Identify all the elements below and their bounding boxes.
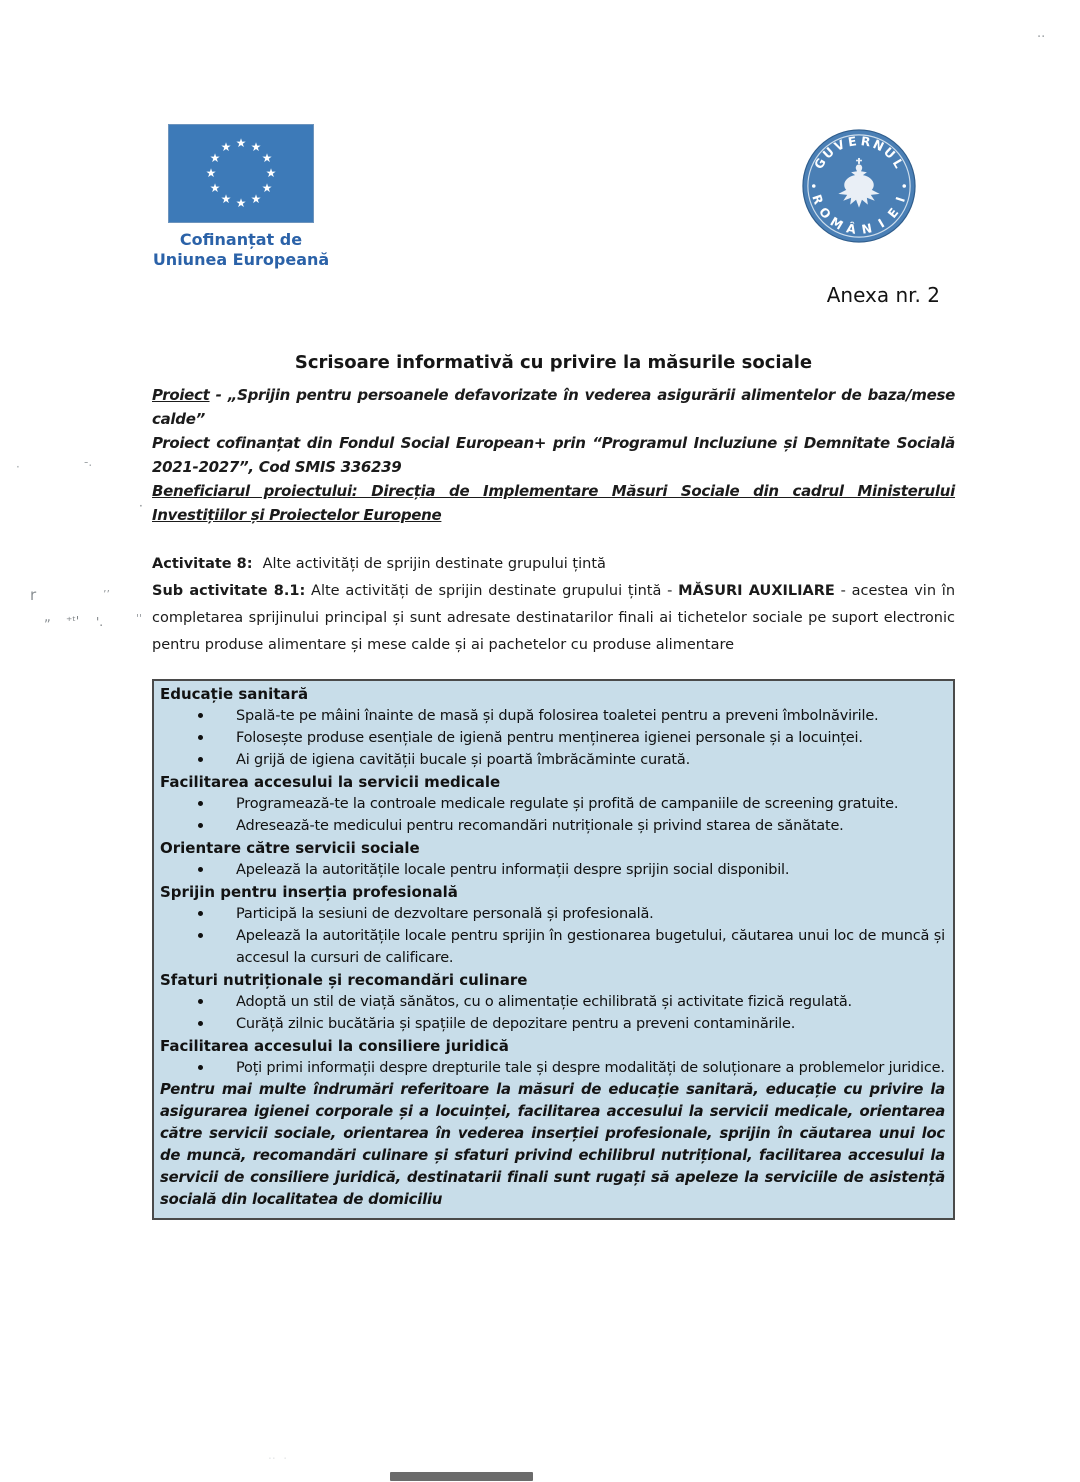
svg-text:M: M [827,214,846,233]
bullet-item [160,1013,945,1035]
eu-star-icon: ★ [205,166,217,180]
activity-8-label: Activitate 8: [152,556,253,572]
bullet-icon [198,713,203,718]
section-heading: Facilitarea accesului la servicii medicale [160,773,501,791]
bullet-text: Adresează-te medicului pentru recomandări nutriționale și privind starea de sănătate. [236,818,844,834]
svg-text:O: O [816,204,834,222]
scan-artifact: „ [44,610,51,625]
subactivity-8-1-label: Sub activitate 8.1: [152,583,306,599]
bullet-icon [198,867,203,872]
bullet-text: Ai grijă de igiena cavității bucale și poartă îmbrăcăminte curată. [236,752,690,768]
svg-text:N: N [870,137,887,155]
bullet-icon [198,1021,203,1026]
bullet-item [160,815,945,837]
section-bullet-list [160,705,945,771]
eu-star-icon: ★ [235,196,247,210]
section-heading: Sprijin pentru inserția profesională [160,883,458,901]
subactivity-8-1-pre: Alte activități de sprijin destinate grupului țintă - [311,583,679,599]
bullet-item [160,705,945,727]
bullet-text: Curăță zilnic bucătăria și spațiile de depozitare pentru a preveni contaminările. [236,1016,796,1032]
scan-artifact: ’’ [103,588,110,601]
eu-star-icon: ★ [220,191,232,206]
bullet-item [160,793,945,815]
svg-text:E: E [847,134,858,150]
activity-8-text: Alte activități de sprijin destinate grupului țintă [262,556,606,572]
svg-text:N: N [860,221,874,237]
eu-caption-line1: Cofinanțat de [179,230,303,249]
section-bullet-list [160,793,945,837]
eu-star-icon: ★ [209,181,221,195]
bullet-item [160,925,945,969]
bullet-icon [198,801,203,806]
section-bullet-list [160,903,945,969]
romanian-government-seal-icon [800,127,918,245]
scan-artifact: · [139,499,143,513]
eu-star-icon: ★ [220,140,232,155]
scan-artifact: -. [84,455,93,469]
section-heading: Orientare către servicii sociale [160,839,420,857]
eu-star-icon: ★ [209,151,221,165]
project-funding-line: Proiect cofinanțat din Fondul Social European+ prin “Programul Incluziune și Demnitate Socială 2021-2027”, Cod SMIS 336239 [152,434,955,476]
eu-star-icon: ★ [261,181,273,195]
annex-number: Anexa nr. 2 [826,283,940,307]
bullet-text: Apelează la autoritățile locale pentru sprijin în gestionarea bugetului, căutarea unui loc de muncă și accesul la cursuri de calificare. [236,928,945,966]
bullet-item [160,903,945,925]
project-label: Proiect [152,386,210,404]
subactivity-8-1-paragraph [152,578,955,659]
document-title: Scrisoare informativă cu privire la măsurile sociale [294,352,813,373]
eu-caption-line2: Uniunea Europeană [152,250,330,269]
eu-star-icon: ★ [265,166,277,180]
eu-flag-icon [168,124,314,223]
bullet-item [160,859,945,881]
scan-artifact: '' [136,612,143,625]
bullet-text: Poți primi informații despre drepturile tale și despre modalități de soluționare a problemelor juridice. [236,1060,945,1076]
scan-artifact: ⁺ᵗ' [66,614,80,628]
bullet-item [160,749,945,771]
bullet-icon [198,757,203,762]
bullet-icon [198,1065,203,1070]
eu-star-icon: ★ [235,136,247,150]
bullet-icon [198,735,203,740]
scan-artifact: .. [1037,26,1046,41]
scan-artifact: r [30,586,37,604]
subactivity-8-1-emphasis: MĂSURI AUXILIARE [678,583,835,599]
section-bullet-list [160,1057,945,1079]
bullet-icon [198,911,203,916]
eu-star-icon: ★ [250,191,262,206]
activity-8-line [152,551,955,578]
svg-text:G: G [811,155,829,172]
section-bullet-list [160,859,945,881]
bullet-text: Spală-te pe mâini înainte de masă și după folosirea toaletei pentru a preveni îmbolnăvirile. [236,708,879,724]
eu-caption [146,230,336,270]
project-beneficiary-line: Beneficiarul proiectului: Direcția de Implementare Măsuri Sociale din cadrul Ministerului Investițiilor și Proiectelor Europene [152,482,955,524]
project-name-line [152,383,955,431]
document-body [152,352,955,1220]
svg-text:L: L [889,156,906,171]
section-heading: Educație sanitară [160,685,309,703]
bullet-item [160,1057,945,1079]
project-name-text: - „Sprijin pentru persoanele defavorizate în vederea asigurării alimentelor de baza/mese calde” [152,386,955,428]
eu-star-icon: ★ [250,140,262,155]
bullet-text: Adoptă un stil de viață sănătos, cu o alimentație echilibrată și activitate fizică regulată. [236,994,852,1010]
svg-text:U: U [820,144,837,162]
svg-text:R: R [859,134,872,150]
bullet-item [160,991,945,1013]
svg-text:V: V [832,137,847,155]
info-box-footer: Pentru mai multe îndrumări referitoare la măsuri de educație sanitară, educație cu privire la asigurarea igienei corporale și a locuinței, facilitarea accesului la servicii medicale, orientarea către servicii sociale, orientarea în vederea inserției profesionale, sprijin în căutarea unui loc de muncă, recomandări culinare și sfaturi privind echilibrul nutrițional, facilitarea accesului la servicii de consiliere juridică, destinatarii finali sunt rugați să apeleze la serviciile de asistență socială din localitatea de domiciliu [160,1081,945,1208]
eu-star-icon: ★ [261,151,273,165]
eu-cofinance-logo [152,124,330,269]
social-measures-info-box [152,679,955,1220]
bullet-item [160,727,945,749]
info-box-sections [160,683,945,1079]
bullet-icon [198,999,203,1004]
bullet-icon [198,933,203,938]
subactivity-8-1-post: - acestea vin în completarea sprijinului principal și sunt adresate destinatarilor finali ai tichetelor sociale pe suport electronic pentru produse alimentare și mese calde și ai pachetelor cu produse alimentare [152,583,956,653]
scan-artifact: .. . [268,1448,288,1462]
government-seal-svg [800,127,918,245]
bullet-text: Programează-te la controale medicale regulate și profită de campaniile de screening gratuite. [236,796,899,812]
svg-text:I: I [875,216,887,231]
bullet-text: Folosește produse esențiale de igienă pentru menținerea igienei personale și a locuinței. [236,730,863,746]
svg-text:Â: Â [845,221,858,237]
svg-text:I: I [893,195,908,204]
svg-text:U: U [881,144,898,162]
section-bullet-list [160,991,945,1035]
bullet-icon [198,823,203,828]
section-heading: Sfaturi nutriționale și recomandări culinare [160,971,528,989]
svg-text:R: R [809,192,826,207]
bullet-text: Apelează la autoritățile locale pentru informații despre sprijin social disponibil. [236,862,790,878]
scan-artifact: '. [96,615,104,629]
bullet-text: Participă la sesiuni de dezvoltare personală și profesională. [236,906,654,922]
section-heading: Facilitarea accesului la consiliere juridică [160,1037,509,1055]
svg-text:E: E [885,205,902,221]
scan-artifact: · [16,460,20,474]
scan-artifact-bar [390,1472,533,1481]
